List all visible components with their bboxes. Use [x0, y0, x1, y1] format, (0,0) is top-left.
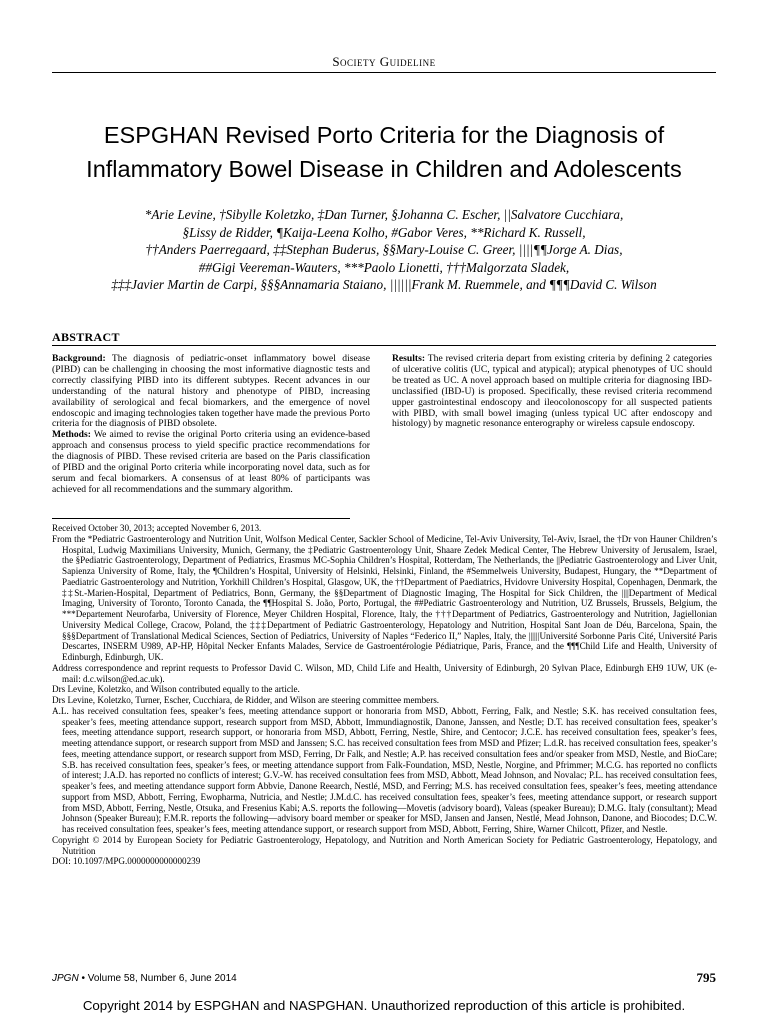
conflict-disclosures: A.L. has received consultation fees, speaker’s fees, meeting attendance support or honoraria from MSD, Abbott, Ferring, Falk, and Nestle; S.K. has received consultation fees, speaker’s fees, meeting attendance support, research support from MSD, Abbott, Immundiagnostik, Danone, Janssen, and Nestle; D.T. has received consultation fees, speaker’s fees, meeting attendance support, research support, or honoraria from MSD, Abbott, Ferring, Nestle, Shire, and Centocor; J.C.E. has received consultation fees, speaker’s fees, meeting attendance support, or research support from MSD and Janssen; S.C. has received consultation fees from MSD and Pfizer; L.d.R. has received consultation fees, speaker’s fees, meeting attendance support, or research support from MSD, Ferring, Dr Falk, and Nestle; A.P. has received consultation fees and/or speaker from MSD, Nestle, and BioCare; S.B. has received consultation fees, speaker’s fees, or meeting attendance support from Falk-Foundation, MSD, Nestle, Norgine, and Pfrimmer; M.C.G. has reported no conflicts of interest; J.A.D. has reported no conflicts of interest; G.V.-W. has received consultation fees from MSD, Abbott, Mead Johnson, and Novalac; P.L. has received consultation fees, speaker’s fees, and meeting attendance support form Abbvie, Danone Reearch, Nestlé, MSD, and Ferring; M.S. has received consultation fees, speaker’s fees, meeting attendance support from MSD, Abbott, Ferring, Ewopharma, Nutricia, and Nestle; J.M.d.C. has received consultation fees, speaker’s fees, meeting attendance support, or research support from MSD, Abbott, Ferring, Nestle, Otsuka, and Fresenius Kabi; A.S. reports the following—Movetis (advisory board), Valeas (speaker Bureau); D.M.G. Italy (consultant); Mead Johnson (Speaker Bureau); F.M.R. reports the following—advisory board member or speaker for MSD, Jansen and Jansen, Nestlé, Mead Johnson, Danone, and Biocodes; D.C.W. has received consultation fees, speaker’s fees, meeting attendance support, or research support from MSD, Abbott, Ferring, Shire, Warner Chilcott, Pfizer, and Nestle.	[52, 705, 717, 834]
correspondence-address: Address correspondence and reprint requests to Professor David C. Wilson, MD, Child Life and Health, University of Edinburgh, 20 Sylvan Place, Edinburgh EH9 1UW, UK (e-mail: d.c.wilson@ed.ac.uk).	[52, 662, 717, 684]
background-label: Background:	[52, 353, 106, 364]
methods-label: Methods:	[52, 429, 91, 441]
copyright-banner: Copyright 2014 by ESPGHAN and NASPGHAN. Unauthorized reproduction of this article is prohibited.	[82, 998, 686, 1013]
author-line: ‡‡‡Javier Martin de Carpi, §§§Annamaria Staiano, ||||||Frank M. Ruemmele, and ¶¶¶David C. Wilson	[111, 277, 657, 292]
abstract-column-left	[52, 354, 370, 496]
copyright-notice: Copyright © 2014 by European Society for Pediatric Gastroenterology, Hepatology, and Nutrition and North American Society for Pediatric Gastroenterology, Hepatology, and Nutrition	[52, 834, 717, 856]
journal-citation	[52, 973, 237, 984]
author-list	[40, 206, 728, 294]
methods-text: We aimed to revise the original Porto criteria using an evidence-based approach and consensus process to yield specific practice recommendations for the diagnosis of PIBD. These revised criteria are based on the Paris classification of PIBD and the original Porto criteria while incorporating novel data, such as for serum and fecal biomarkers. A consensus of at least 80% of participants was achieved for all recommendations and the summary algorithm.	[52, 429, 370, 495]
abstract-divider	[52, 345, 716, 346]
page-number: 795	[696, 970, 716, 985]
author-line: §Lissy de Ridder, ¶Kaija-Leena Kolho, #Gabor Veres, **Richard K. Russell,	[182, 224, 586, 240]
article-title: ESPGHAN Revised Porto Criteria for the Diagnosis of Inflammatory Bowel Disease in Children and Adolescents	[86, 122, 682, 182]
abstract-heading: ABSTRACT	[52, 330, 120, 344]
steering-committee-note: Drs Levine, Koletzko, Turner, Escher, Cucchiara, de Ridder, and Wilson are steering committee members.	[52, 695, 440, 705]
received-date: Received October 30, 2013; accepted November 6, 2013.	[52, 523, 262, 533]
footnote-divider	[52, 518, 350, 519]
doi: DOI: 10.1097/MPG.0000000000000239	[52, 856, 201, 867]
section-heading: Society Guideline	[332, 54, 436, 69]
abstract-methods	[52, 430, 370, 495]
author-line: ††Anders Paerregaard, ‡‡Stephan Buderus, §§Mary-Louise C. Greer, ||||¶¶Jorge A. Dias,	[145, 242, 623, 257]
author-line: *Arie Levine, †Sibylle Koletzko, ‡Dan Turner, §Johanna C. Escher, ||Salvatore Cucchiara,	[144, 207, 624, 222]
footnotes	[52, 523, 717, 867]
results-text: The revised criteria depart from existing criteria by defining 2 categories of ulcerative colitis (UC, typical and atypical); atypical phenotypes of UC should be treated as UC. A novel approach based on multiple criteria for diagnosing IBD-unclassified (IBD-U) is proposed. Specifically, these revised criteria recommend upper gastrointestinal endoscopy and ileocolonoscopy for all suspected patients with PIBD, with small bowel imaging (unless typical UC after endoscopy and histology) by magnetic resonance enterography or wireless capsule endoscopy.	[392, 353, 712, 430]
abstract-background	[52, 354, 370, 430]
affiliations: From the *Pediatric Gastroenterology and Nutrition Unit, Wolfson Medical Center, Sackler School of Medicine, Tel-Aviv University, Tel-Aviv, Israel, the †Dr von Hauner Children’s Hospital, Ludwig Maximilians University, Munich, Germany, the ‡Pediatric Gastroenterology Unit, Shaare Zedek Medical Center, The Hebrew University of Jerusalem, Israel, the §Pediatric Gastroenterology, Department of Pediatrics, Erasmus MC-Sophia Children’s Hospital, Rotterdam, The Netherlands, the ||Pediatric Gastroenterology and Liver Unit, Sapienza University of Rome, Italy, the ¶Children’s Hospital, University of Helsinki, Helsinki, Finland, the #Semmelweis University, Budapest, Hungary, the **Department of Paediatric Gastroenterology and Nutrition, Yorkhill Children’s Hospital, Glasgow, UK, the ††Department of Paediatrics, Hvidovre University Hospital, Copenhagen, Denmark, the ‡‡St.-Marien-Hospital, Department of Pediatrics, Bonn, Germany, the §§Department of Diagnostic Imaging, The Hospital for Sick Children, the ||||Department of Medical Imaging, University of Toronto, Toronto Canada, the ¶¶Hospital S. João, Porto, Portugal, the ##Pediatric Gastroenterology and Nutrition, UZ Brussels, Brussels, Belgium, the ***Departement Neurofarba, University of Florence, Meyer Children Hospital, Florence, Italy, the †††Department of Pediatrics, Gastroenterology and Nutrition, Jagiellonian University Medical College, Cracow, Poland, the ‡‡‡Department of Pediatric Gastroenterology, Hepatology and Nutrition, Hospital Sant Joan de Déu, Barcelona, Spain, the §§§Department of Translational Medical Sciences, Section of Pediatrics, University of Naples “Federico II,” Naples, Italy, the ||||||Université Sorbonne Paris Cité, Université Paris Descartes, INSERM U989, AP-HP, Hôpital Necker Enfants Malades, Service de Gastroentérologie Pédiatrique, Paris, France, and the ¶¶¶Child Life and Health, University of Edinburgh, Edinburgh, UK.	[52, 533, 718, 662]
results-label: Results:	[392, 353, 426, 364]
journal-name: JPGN	[52, 973, 79, 984]
background-text: The diagnosis of pediatric-onset inflammatory bowel disease (PIBD) can be challenging in choosing the most informative diagnostic tests and correctly classifying PIBD into its different subtypes. Recent advances in our understanding of the natural history and phenotype of PIBD, increasing availability of serological and fecal biomarkers, and the emergence of novel endoscopic and imaging technologies taken together have made the previous Porto criteria for the diagnosis of PIBD obsolete.	[52, 353, 370, 430]
abstract-results	[392, 354, 712, 430]
header-divider	[52, 72, 716, 73]
volume-issue: • Volume 58, Number 6, June 2014	[81, 973, 237, 984]
equal-contribution-note: Drs Levine, Koletzko, and Wilson contributed equally to the article.	[52, 684, 300, 695]
abstract-column-right	[392, 354, 712, 430]
author-line: ##Gigi Veereman-Wauters, ***Paolo Lionetti, †††Malgorzata Sladek,	[198, 259, 570, 275]
